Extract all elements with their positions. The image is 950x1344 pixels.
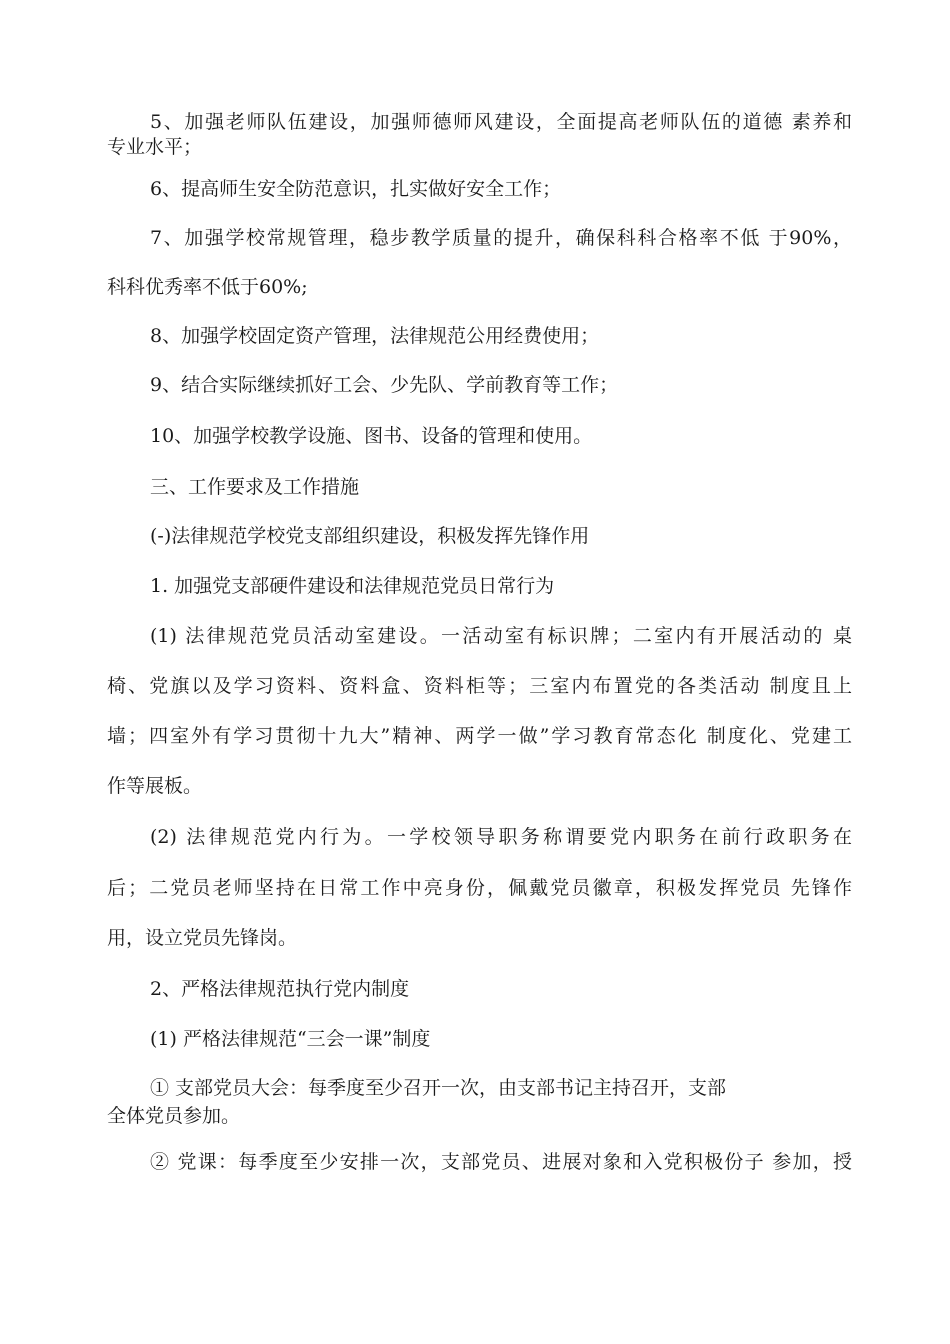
- text-line: 专业水平；: [107, 136, 203, 158]
- text-line: 用，设立党员先锋岗。: [107, 927, 298, 949]
- text-line: 10、加强学校教学设施、图书、设备的管理和使用。: [150, 425, 593, 447]
- text-line: (2) 法律规范党内行为。一学校领导职务称谓要党内职务在前行政职务在: [150, 826, 852, 848]
- text-line: 8、加强学校固定资产管理，法律规范公用经费使用；: [150, 325, 600, 347]
- text-line: 椅、党旗以及学习资料、资料盒、资料柜等；三室内布置党的各类活动 制度且上: [107, 675, 852, 697]
- item-heading: 2、严格法律规范执行党内制度: [150, 978, 410, 1000]
- text-line: 7、加强学校常规管理，稳步教学质量的提升，确保科科合格率不低 于90%，: [150, 227, 852, 249]
- item-heading: (1) 严格法律规范“三会一课”制度: [150, 1028, 431, 1050]
- text-line: ② 党课：每季度至少安排一次，支部党员、进展对象和入党积极份子 参加，授: [150, 1151, 852, 1173]
- section-heading: 三、工作要求及工作措施: [150, 476, 360, 498]
- text-line: 6、提高师生安全防范意识，扎实做好安全工作；: [150, 178, 562, 200]
- subsection-heading: (-)法律规范学校党支部组织建设，积极发挥先锋作用: [150, 525, 590, 547]
- text-line: 全体党员参加。: [107, 1105, 241, 1127]
- text-line: (1) 法律规范党员活动室建设。一活动室有标识牌；二室内有开展活动的 桌: [150, 625, 852, 647]
- text-line: 科科优秀率不低于60%;: [107, 276, 308, 298]
- item-heading: 1. 加强党支部硬件建设和法律规范党员日常行为: [150, 575, 555, 597]
- text-line: 5、加强老师队伍建设，加强师德师风建设，全面提高老师队伍的道德 素养和: [150, 111, 852, 133]
- text-line: 9、结合实际继续抓好工会、少先队、学前教育等工作；: [150, 374, 619, 396]
- text-line: ① 支部党员大会：每季度至少召开一次，由支部书记主持召开，支部: [150, 1077, 727, 1099]
- text-line: 后；二党员老师坚持在日常工作中亮身份，佩戴党员徽章，积极发挥党员 先锋作: [107, 877, 852, 899]
- text-line: 作等展板。: [107, 775, 203, 797]
- text-line: 墙；四室外有学习贯彻十九大”精神、两学一做”学习教育常态化 制度化、党建工: [107, 725, 852, 747]
